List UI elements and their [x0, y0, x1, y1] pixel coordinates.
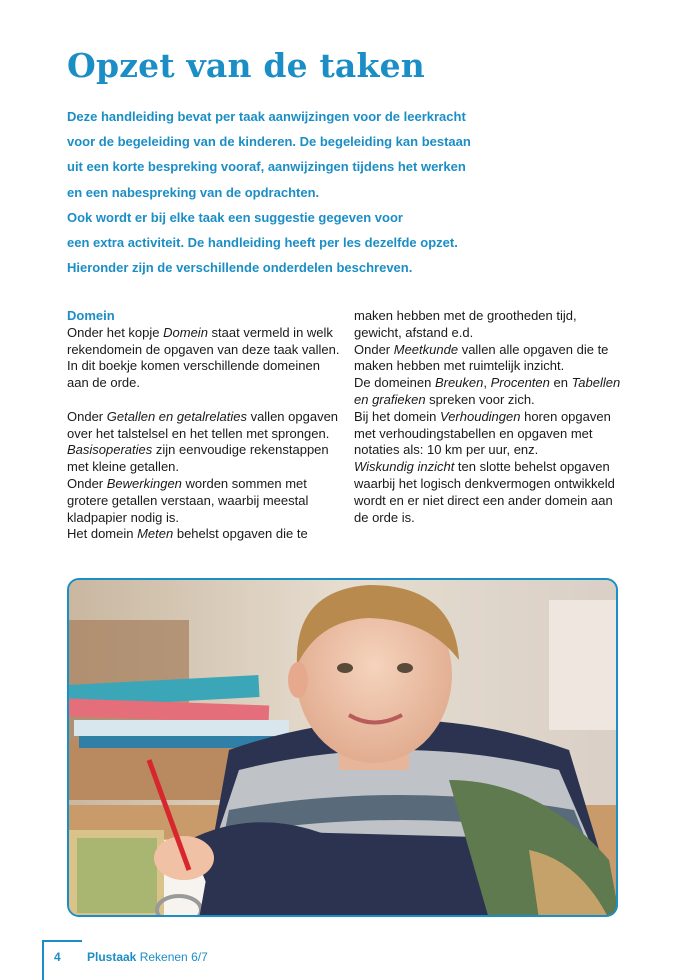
- intro-line: een extra activiteit. De handleiding heeft per les dezelfde opzet.: [67, 234, 458, 250]
- brand-subtitle: Rekenen 6/7: [136, 950, 208, 964]
- body-line: rekendomein de opgaven van deze taak vallen.: [67, 341, 340, 357]
- body-line: de orde is.: [354, 509, 415, 525]
- page-title: Opzet van de taken: [67, 46, 425, 85]
- intro-line: Deze handleiding bevat per taak aanwijzingen voor de leerkracht: [67, 109, 466, 124]
- body-line: Onder Meetkunde vallen alle opgaven die te: [354, 341, 609, 357]
- body-line: kladpapier nodig is.: [67, 509, 180, 525]
- footer-rule-vertical: [42, 940, 44, 980]
- footer-brand: [87, 950, 208, 964]
- body-line: wordt en er niet direct een ander domein aan: [354, 492, 613, 508]
- body-line: De domeinen Breuken, Procenten en Tabellen: [354, 375, 621, 391]
- intro-line: voor de begeleiding van de kinderen. De begeleiding kan bestaan: [67, 134, 471, 150]
- footer-rule-horizontal: [42, 940, 82, 942]
- body-line: Het domein Meten behelst opgaven die te: [67, 526, 308, 542]
- body-line: In dit boekje komen verschillende domeinen: [67, 358, 320, 374]
- body-line: Wiskundig inzicht ten slotte behelst opgaven: [354, 459, 610, 475]
- body-line: maken hebben met ruimtelijk inzicht.: [354, 358, 565, 374]
- body-line: Onder Getallen en getalrelaties vallen opgaven: [67, 408, 339, 424]
- body-line: grotere getallen verstaan, waarbij meestal: [67, 492, 309, 508]
- body-line: Onder het kopje Domein staat vermeld in welk: [67, 324, 333, 340]
- body-line: gewicht, afstand e.d.: [354, 324, 474, 340]
- left-column: [67, 308, 340, 543]
- body-line: Basisoperaties zijn eenvoudige rekenstappen: [67, 442, 329, 458]
- body-line: Bij het domein Verhoudingen horen opgaven: [354, 408, 611, 424]
- body-line: en grafieken spreken voor zich.: [354, 391, 535, 407]
- section-heading-domein: Domein: [67, 308, 115, 323]
- intro-paragraph: [67, 107, 627, 283]
- intro-line: Hieronder zijn de verschillende onderdelen beschreven.: [67, 260, 413, 276]
- body-line: maken hebben met de grootheden tijd,: [354, 308, 577, 323]
- body-line: waarbij het logisch denkvermogen ontwikkeld: [354, 475, 615, 491]
- intro-line: en een nabespreking van de opdrachten.: [67, 184, 320, 200]
- right-column: [354, 308, 624, 526]
- body-line: met verhoudingstabellen en opgaven met: [354, 425, 593, 441]
- intro-line: Ook wordt er bij elke taak een suggestie gegeven voor: [67, 209, 403, 225]
- brand-name: Plustaak: [87, 950, 137, 964]
- intro-line: uit een korte bespreking vooraf, aanwijzingen tijdens het werken: [67, 159, 466, 175]
- page-number: 4: [54, 950, 61, 964]
- paragraph-gap: [67, 392, 337, 409]
- photo-boy-writing: [67, 578, 618, 917]
- body-line: over het talstelsel en het tellen met sprongen.: [67, 425, 330, 441]
- photo-illustration: [69, 580, 618, 917]
- body-line: Onder Bewerkingen worden sommen met: [67, 475, 307, 491]
- body-line: met kleine getallen.: [67, 459, 180, 475]
- body-line: notaties als: 10 km per uur, enz.: [354, 442, 539, 458]
- body-line: aan de orde.: [67, 375, 141, 391]
